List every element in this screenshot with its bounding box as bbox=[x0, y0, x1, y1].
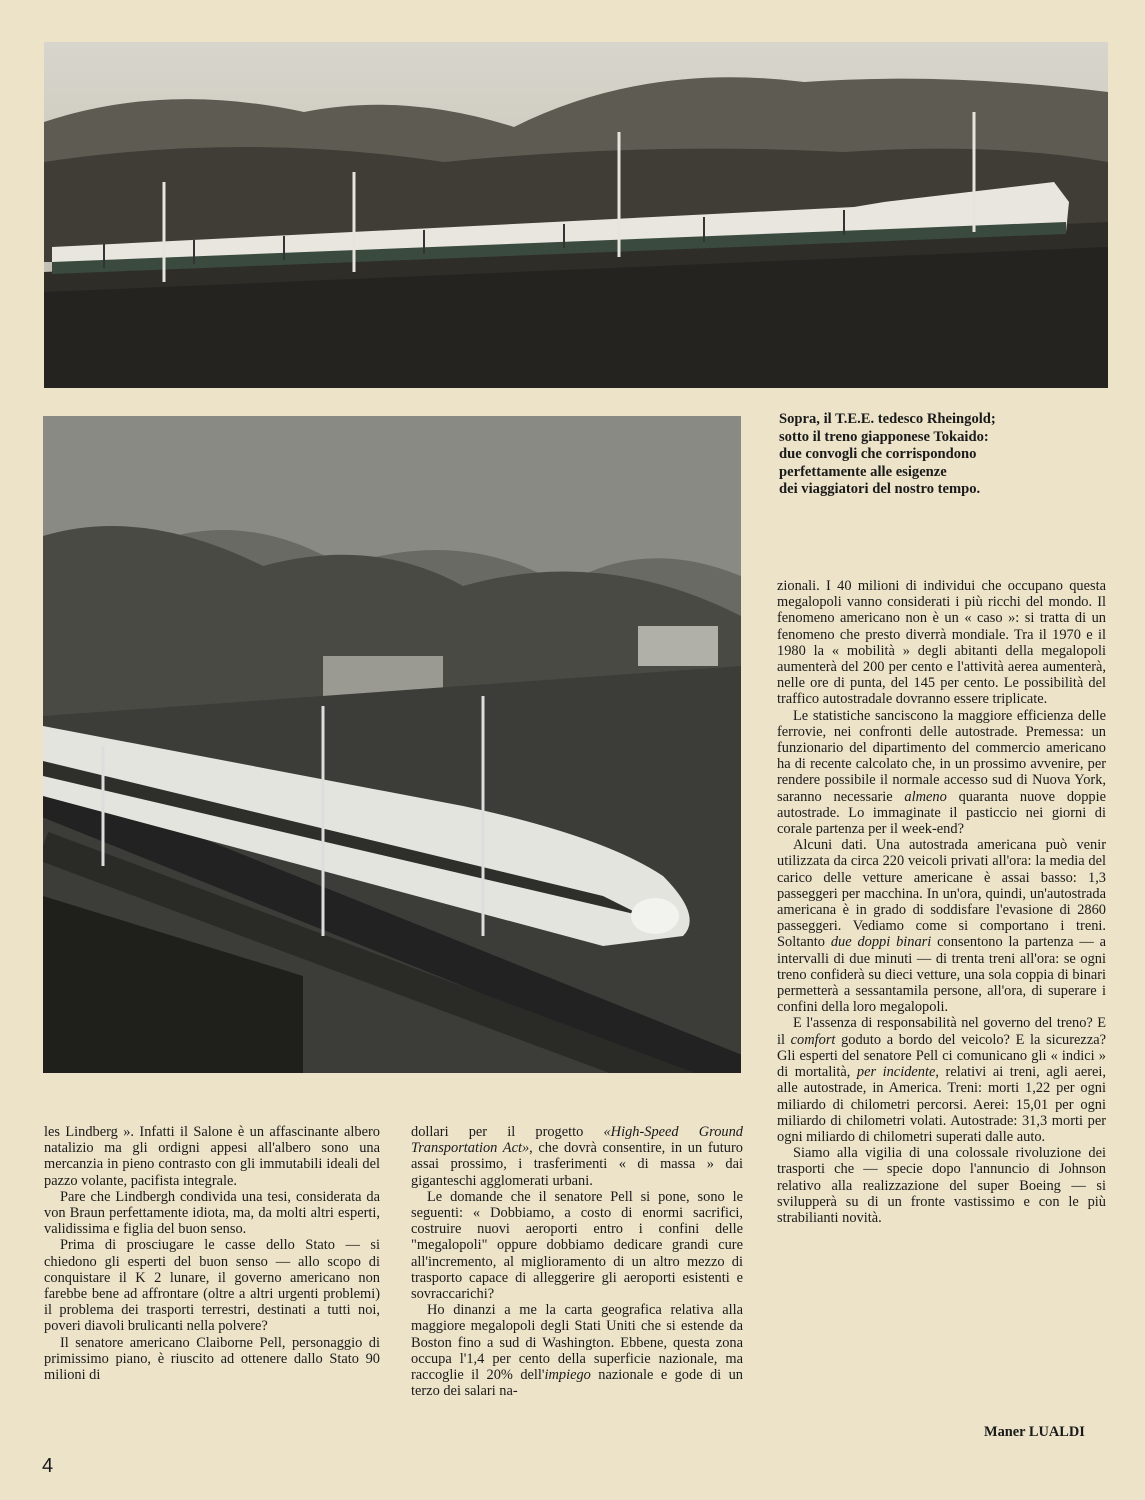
page-number: 4 bbox=[42, 1455, 54, 1477]
paragraph: les Lindberg ». Infatti il Salone è un affascinante albero natalizio ma gli ordigni appesi all'albero sono una mercanzia in pieno contrasto con gli immutabili ideali del pazzo volante, pacifista integrale. bbox=[44, 1124, 380, 1189]
emphasis: impiego bbox=[544, 1367, 591, 1384]
photo-tokaido-train bbox=[43, 416, 741, 1073]
photo-rheingold-train bbox=[44, 42, 1108, 388]
caption-line: sotto il treno giapponese Tokaido: bbox=[779, 428, 989, 445]
paragraph: zionali. I 40 milioni di individui che occupano questa megalopoli vanno considerati i più ricchi del mondo. Il fenomeno americano non è un « caso »: si tratta di un fenomeno che presto diverrà mondiale. Tra il 1970 e il 1980 la « mobilità » degli abitanti della megalopoli aumenterà del 200 per cento e l'attività aerea aumenterà, nelle ore di punta, del 145 per cento. Le possibilità del traffico autostradale dovranno essere triplicate. bbox=[777, 578, 1106, 708]
article-column-2 bbox=[411, 1124, 743, 1399]
paragraph: Le domande che il senatore Pell si pone, sono le seguenti: « Dobbiamo, a costo di enormi sacrifici, costruire nuovi aeroporti entro i confini delle "megalopoli" oppure dobbiamo dedicare grandi cure all'incremento, al miglioramento di un altro mezzo di trasporto capace di alleggerire gli aeroporti esistenti e sovraccarichi? bbox=[411, 1188, 743, 1303]
emphasis: due doppi binari bbox=[830, 934, 932, 951]
text-run: Le statistiche sanciscono la maggiore efficienza delle ferrovie, nei confronti delle autostrade. Premessa: un funzionario del dipartimento del commercio americano ha di recente calcolato che, in un prossimo avvenire, per rendere possibile il normale accesso sud di Nuova York, saranno necessarie bbox=[777, 707, 1106, 805]
paragraph bbox=[411, 1124, 743, 1189]
article-column-3 bbox=[777, 578, 1106, 1226]
emphasis: almeno bbox=[904, 788, 947, 805]
text-run: goduto a bordo del veicolo? E la sicurezza? Gli esperti del senatore Pell ci comunicano gli « indici » di mortalità, bbox=[777, 1031, 1106, 1081]
text-run: E l'assenza di responsabilità nel governo del treno? E il bbox=[777, 1015, 1106, 1048]
author-signature: Maner LUALDI bbox=[984, 1424, 1085, 1440]
tokaido-photo-graphic bbox=[43, 416, 741, 1073]
text-run: Alcuni dati. Una autostrada americana può venir utilizzata da circa 220 veicoli privati all'ora: la media del carico delle vetture americane è assai basso: 1,3 passeggeri per macchina. In un'ora, quindi, un'autostrada americana è in grado di soddisfare l'evasione di 2860 passeggeri. Vediamo come si comportano i treni. Soltanto bbox=[777, 837, 1106, 951]
paragraph bbox=[777, 708, 1106, 838]
paragraph bbox=[777, 837, 1106, 1015]
text-run: Ho dinanzi a me la carta geografica relativa alla maggiore megalopoli degli Stati Uniti che si estende da Boston fino a sud di Washington. Ebbene, questa zona occupa l'1,4 per cento della superficie nazionale, ma raccoglie il 20% dell' bbox=[411, 1302, 743, 1384]
emphasis: comfort bbox=[790, 1031, 836, 1048]
text-run: quaranta nuove doppie autostrade. Lo immaginate il pasticcio nei giorni di corale partenza per il week-end? bbox=[777, 788, 1106, 838]
caption-line: dei viaggiatori del nostro tempo. bbox=[779, 481, 981, 498]
paragraph: Prima di prosciugare le casse dello Stato — si chiedono gli esperti del buon senso — allo scopo di conquistare il K 2 lunare, il governo americano non farebbe bene ad affrontare (oltre a altri urgenti problemi) il problema dei trasporti terrestri, destinati a tutti noi, poveri diavoli brulicanti nella polvere? bbox=[44, 1237, 380, 1335]
photo-caption bbox=[779, 411, 1109, 499]
text-run: , che dovrà consentire, in un futuro assai prossimo, i trasferimenti « di massa » dai giganteschi agglomerati urbani. bbox=[411, 1140, 743, 1189]
article-column-1 bbox=[44, 1124, 380, 1383]
emphasis: per incidente bbox=[856, 1064, 936, 1081]
project-title: «High-Speed Ground Transportation Act» bbox=[411, 1124, 743, 1157]
paragraph bbox=[777, 1015, 1106, 1145]
paragraph: Pare che Lindbergh condivida una tesi, considerata da von Braun perfettamente idiota, ma, da molti altri esperti, validissima e figlia del buon senso. bbox=[44, 1188, 380, 1238]
caption-line: Sopra, il T.E.E. tedesco Rheingold; bbox=[779, 411, 996, 427]
rheingold-photo-graphic bbox=[44, 42, 1108, 388]
caption-line: due convogli che corrispondono bbox=[779, 446, 977, 463]
paragraph bbox=[411, 1302, 743, 1399]
text-run: consentono la partenza — a intervalli di due minuti — di trenta treni all'ora: se ogni treno confiderà su dieci vetture, una sola coppia di binari permetterà a sessantamila persone, all'ora, di superare i confini della loro megalopoli. bbox=[777, 934, 1106, 1016]
text-run: nazionale e gode di un terzo dei salari na- bbox=[411, 1367, 743, 1400]
text-run: dollari per il progetto bbox=[411, 1124, 604, 1140]
paragraph: Siamo alla vigilia di una colossale rivoluzione dei trasporti che — specie dopo l'annuncio di Johnson relativo alla realizzazione del super Boeing — si svilupperà su di un fronte vastissimo e con le più strabilianti novità. bbox=[777, 1145, 1106, 1226]
paragraph: Il senatore americano Claiborne Pell, personaggio di primissimo piano, è riuscito ad ottenere dallo Stato 90 milioni di bbox=[44, 1334, 380, 1384]
caption-line: perfettamente alle esigenze bbox=[779, 463, 947, 480]
text-run: , relativi ai treni, agli aerei, alle autostrade, in America. Treni: morti 1,22 per ogni miliardo di chilometri percorsi. Aerei: 15,01 per ogni miliardo di chilometri volati. Autostrade: 31,3 morti per ogni miliardo di chilometri superati dalle auto. bbox=[777, 1064, 1107, 1145]
